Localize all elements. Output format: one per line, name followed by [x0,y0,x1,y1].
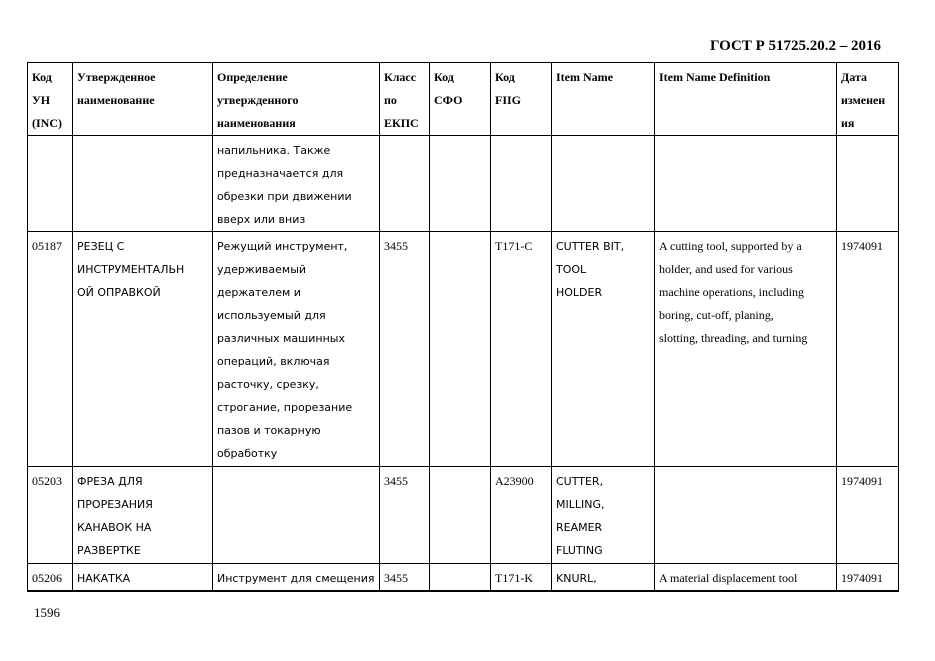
col-header-item-name-definition [655,63,837,136]
cell-line: ЕКПС [384,116,419,130]
cell-fiig [491,136,552,232]
cell-line: 3455 [384,474,408,488]
cell-line: Класс [384,70,417,84]
cell-definition [213,232,380,467]
cell-line: 3455 [384,239,408,253]
cell-item-def [655,564,837,592]
cell-class [380,564,430,592]
cell-line: СФО [434,93,463,107]
cell-class [380,232,430,467]
cell-line: HOLDER [556,286,603,299]
cell-code [28,232,73,467]
cell-fiig [491,467,552,564]
cell-name [73,232,213,467]
cell-line: НАКАТКА [77,572,131,585]
cell-line: по [384,93,397,107]
cell-item-name [552,232,655,467]
cell-line: РАЗВЕРТКЕ [77,544,141,557]
cell-name [73,467,213,564]
col-header-change-date [837,63,899,136]
cell-line: 1974091 [841,239,883,253]
cell-line: slotting, threading, and turning [659,331,808,345]
cell-code [28,136,73,232]
col-header-sfo [430,63,491,136]
cell-class [380,467,430,564]
cell-line: Определение [217,70,288,84]
col-header-item-name [552,63,655,136]
cell-line: TOOL [556,263,587,276]
cell-line: изменен [841,93,886,107]
cell-code [28,467,73,564]
page-number: 1596 [34,605,60,620]
cell-line: Инструмент для смещения [217,572,375,585]
cell-line: MILLING, [556,498,605,511]
table-row [28,136,899,232]
cell-sfo [430,136,491,232]
cell-line: утвержденного [217,93,299,107]
cell-line: строгание, прорезание [217,401,353,414]
cell-line: FIIG [495,93,522,107]
cell-line: вверх или вниз [217,213,306,226]
cell-line: держателем и [217,286,301,299]
cell-line: 1974091 [841,474,883,488]
cell-line: FLUTING [556,544,603,557]
table-row [28,564,899,592]
col-header-code-inc [28,63,73,136]
cell-date [837,136,899,232]
cell-definition [213,136,380,232]
cell-sfo [430,564,491,592]
cell-line: РЕЗЕЦ С [77,240,125,253]
cell-line: ФРЕЗА ДЛЯ [77,475,143,488]
cell-line: наименования [217,116,296,130]
cell-line: ИНСТРУМЕНТАЛЬН [77,263,185,276]
cell-line: CUTTER, [556,475,604,488]
cell-line: напильника. Также [217,144,331,157]
col-header-definition [213,63,380,136]
cell-definition [213,564,380,592]
cell-class [380,136,430,232]
col-header-approved-name [73,63,213,136]
cell-name [73,136,213,232]
cell-item-name [552,136,655,232]
cell-sfo [430,467,491,564]
cell-line: Утвержденное [77,70,156,84]
cell-line: T171-K [495,571,533,585]
cell-code [28,564,73,592]
cell-line: предназначается для [217,167,344,180]
cell-sfo [430,232,491,467]
cell-line: обрезки при движении [217,190,352,203]
cell-item-name [552,564,655,592]
cell-line: A material displacement tool [659,571,798,585]
cell-line: операций, включая [217,355,330,368]
cell-item-def [655,467,837,564]
cell-line: ПРОРЕЗАНИЯ [77,498,153,511]
table-row [28,232,899,467]
cell-line: расточку, срезку, [217,378,319,391]
cell-line: удерживаемый [217,263,307,276]
cell-line: CUTTER BIT, [556,240,625,253]
cell-line: КАНАВОК НА [77,521,152,534]
cell-item-name [552,467,655,564]
cell-item-def [655,232,837,467]
cell-line: различных машинных [217,332,345,345]
cell-line: пазов и токарную [217,424,321,437]
table-row [28,467,899,564]
cell-line: ия [841,116,855,130]
cell-item-def [655,136,837,232]
catalog-table [27,62,899,592]
cell-date [837,467,899,564]
cell-line: holder, and used for various [659,262,793,276]
cell-line: 3455 [384,571,408,585]
table-body [28,136,899,592]
cell-line: ОЙ ОПРАВКОЙ [77,286,161,299]
cell-fiig [491,564,552,592]
cell-definition [213,467,380,564]
cell-line: УН [32,93,51,107]
cell-line: Код [495,70,515,84]
cell-line: Код [32,70,52,84]
cell-line: T171-C [495,239,533,253]
cell-line: Дата [841,70,867,84]
cell-line: Режущий инструмент, [217,240,348,253]
cell-line: Item Name Definition [659,70,771,84]
cell-line: machine operations, including [659,285,804,299]
cell-line: KNURL, [556,572,597,585]
cell-fiig [491,232,552,467]
cell-line: наименование [77,93,155,107]
cell-line: (INC) [32,116,62,130]
cell-date [837,564,899,592]
col-header-fiig [491,63,552,136]
cell-name [73,564,213,592]
cell-line: 05187 [32,239,62,253]
table-header-row [28,63,899,136]
cell-line: A cutting tool, supported by a [659,239,802,253]
cell-line: 05206 [32,571,62,585]
cell-line: используемый для [217,309,326,322]
cell-line: REAMER [556,521,603,534]
cell-line: boring, cut-off, planing, [659,308,774,322]
col-header-class [380,63,430,136]
cell-line: Код [434,70,454,84]
cell-line: A23900 [495,474,534,488]
cell-line: Item Name [556,70,613,84]
cell-date [837,232,899,467]
document-header: ГОСТ Р 51725.20.2 – 2016 [710,38,882,54]
cell-line: обработку [217,447,278,460]
cell-line: 05203 [32,474,62,488]
cell-line: 1974091 [841,571,883,585]
